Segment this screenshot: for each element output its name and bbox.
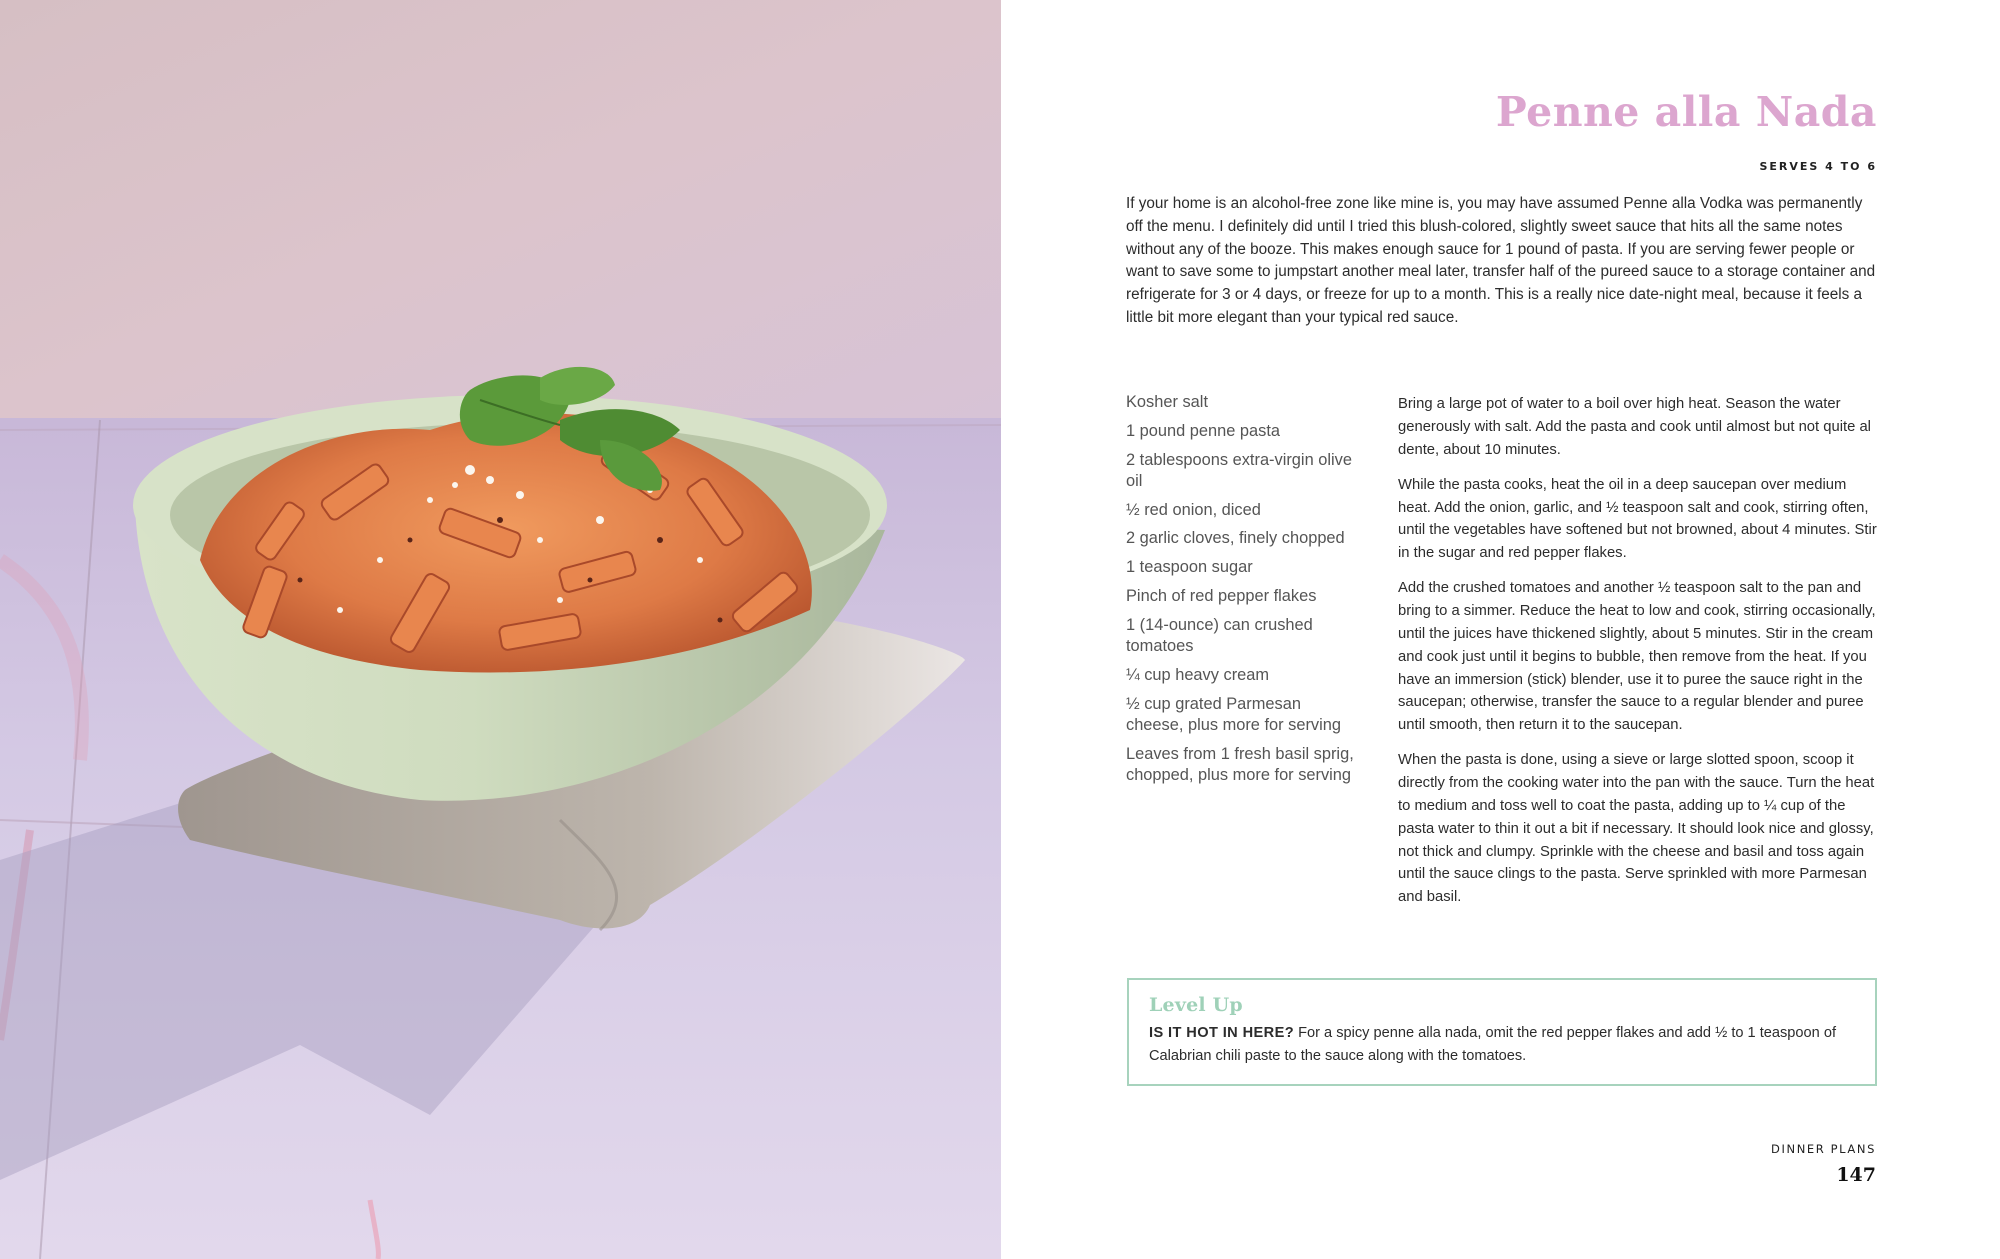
method-step: Bring a large pot of water to a boil over high heat. Season the water generously with salt. Add the pasta and cook until almost but not quite al dente, about 10 minutes. (1398, 396, 1871, 458)
ingredient-item: ½ red onion, diced (1126, 500, 1261, 519)
level-up-title: Level Up (1149, 994, 1243, 1016)
running-footer-section: DINNER PLANS (1771, 1142, 1876, 1156)
level-up-body (1149, 1022, 1855, 1067)
ingredient-item: 2 tablespoons extra-virgin olive oil (1126, 450, 1352, 490)
ingredient-item: Kosher salt (1126, 393, 1208, 411)
recipe-headnote: If your home is an alcohol-free zone like mine is, you may have assumed Penne alla Vodka was permanently off the menu. I definitely did until I tried this blush-colored, slightly sweet sauce that hits all the same notes without any of the booze. This makes enough sauce for 1 pound of pasta. If you are serving fewer people or want to save some to jumpstart another meal later, transfer half of the pureed sauce to a storage container and refrigerate for 3 or 4 days, or freeze for up to a month. This is a really nice date-night meal, because it feels a little bit more elegant than your typical red sauce. (1126, 195, 1876, 326)
page-number: 147 (1836, 1164, 1876, 1186)
method-step: Add the crushed tomatoes and another ½ teaspoon salt to the pan and bring to a simmer. Reduce the heat to low and cook, stirring occasionally, until the juices have thickened slightly, about 5 minutes. Stir in the cream and cook just until it begins to bubble, then remove from the heat. If you have an immersion (stick) blender, use it to puree the sauce right in the saucepan; otherwise, transfer the sauce to a regular blender and puree until smooth, then return it to the saucepan. (1398, 580, 1876, 734)
method-step: While the pasta cooks, heat the oil in a deep saucepan over medium heat. Add the onion, garlic, and ½ teaspoon salt and cook, stirring often, until the vegetables have softened but not browned, about 4 minutes. Stir in the sugar and red pepper flakes. (1398, 476, 1877, 562)
level-up-lead: IS IT HOT IN HERE? (1149, 1025, 1295, 1041)
method-steps (1398, 393, 1878, 921)
recipe-title: Penne alla Nada (1495, 88, 1877, 136)
recipe-page (1001, 0, 2000, 1259)
level-up-text: For a spicy penne alla nada, omit the red pepper flakes and add ½ to 1 teaspoon of Calabrian chili paste to the sauce along with the tomatoes. (1149, 1025, 1836, 1064)
ingredient-item: Pinch of red pepper flakes (1126, 586, 1317, 605)
ingredient-item: 1 (14-ounce) can crushed tomatoes (1126, 615, 1313, 655)
ingredient-list (1126, 392, 1358, 794)
ingredient-item: 1 teaspoon sugar (1126, 558, 1253, 577)
ingredient-item: 1 pound penne pasta (1126, 421, 1281, 440)
ingredient-item: 2 garlic cloves, finely chopped (1126, 529, 1345, 548)
level-up-callout (1127, 978, 1877, 1086)
servings-label: SERVES 4 TO 6 (1759, 160, 1877, 173)
ingredient-item: Leaves from 1 fresh basil sprig, chopped, plus more for serving (1126, 744, 1354, 784)
method-step: When the pasta is done, using a sieve or large slotted spoon, scoop it directly from the cooking water into the pan with the sauce. Turn the heat to medium and toss well to coat the pasta, adding up to ¼ cup of the pasta water to thin it out a bit if necessary. It should look nice and glossy, not thick and clumpy. Sprinkle with the cheese and basil and toss again until the sauce clings to the pasta. Serve sprinkled with more Parmesan and basil. (1398, 752, 1875, 906)
ingredient-item: ½ cup grated Parmesan cheese, plus more for serving (1126, 694, 1341, 734)
ingredient-item: ¼ cup heavy cream (1126, 665, 1270, 684)
